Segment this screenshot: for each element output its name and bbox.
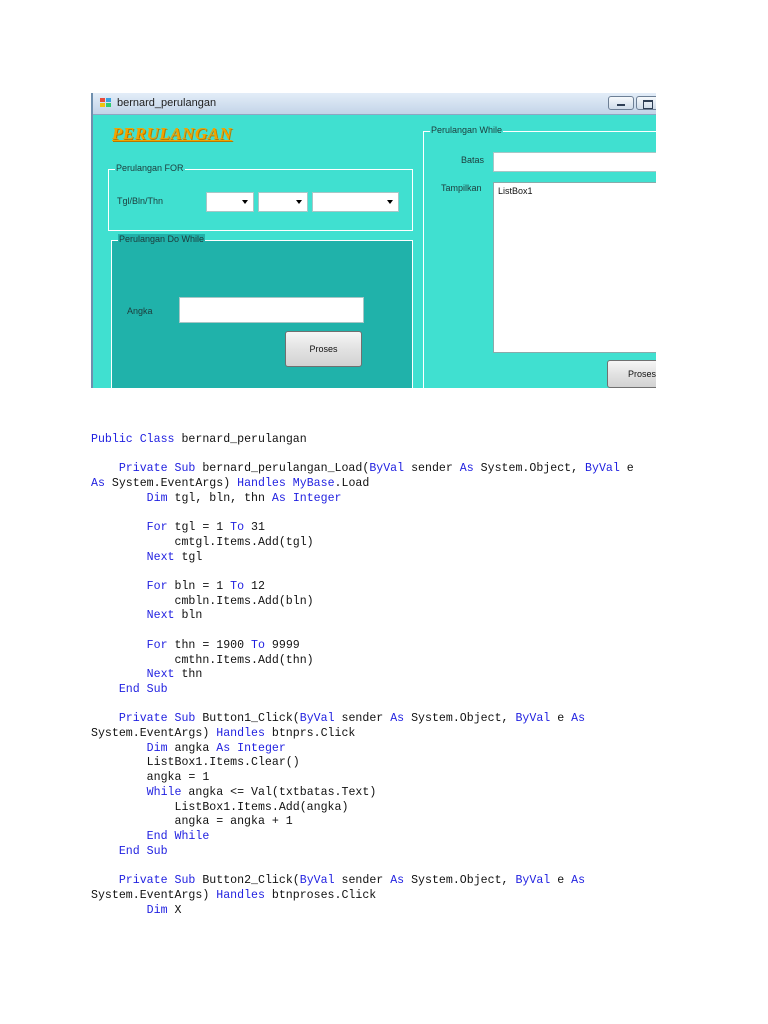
code-keyword: For xyxy=(146,521,168,535)
code-line xyxy=(91,712,585,725)
chevron-down-icon xyxy=(242,200,248,204)
code-line xyxy=(91,668,202,681)
code-text xyxy=(91,904,147,917)
chevron-down-icon xyxy=(296,200,302,204)
code-text: bln = 1 xyxy=(167,580,231,594)
code-line xyxy=(91,595,314,608)
app-window xyxy=(91,93,656,388)
maximize-button[interactable] xyxy=(636,96,656,110)
code-text xyxy=(91,683,119,696)
code-text xyxy=(286,492,293,505)
app-icon xyxy=(100,98,111,108)
code-line xyxy=(91,786,376,799)
form-heading: PERULANGAN xyxy=(112,124,233,143)
code-keyword: ByVal xyxy=(299,712,335,726)
month-combobox[interactable] xyxy=(258,192,308,212)
code-line xyxy=(91,845,168,858)
code-line xyxy=(91,639,300,652)
code-text xyxy=(91,786,147,799)
code-keyword: To xyxy=(230,580,245,594)
code-keyword: Private Sub xyxy=(118,462,196,476)
code-text xyxy=(91,742,147,755)
code-text: Button2_Click( xyxy=(195,874,300,888)
code-text: 31 xyxy=(244,521,265,535)
code-keyword: End Sub xyxy=(118,682,168,696)
code-keyword: As xyxy=(459,462,474,476)
code-text xyxy=(286,477,293,490)
code-line xyxy=(91,551,202,564)
code-text: System.EventArgs) xyxy=(91,888,217,902)
code-keyword: As xyxy=(390,874,405,888)
code-keyword: Public Class xyxy=(91,433,175,446)
code-text: angka <= Val(txtbatas.Text) xyxy=(181,785,377,799)
code-text: btnprs.Click xyxy=(264,727,356,741)
vb-code-listing xyxy=(91,433,634,918)
code-text: cmbln.Items.Add(bln) xyxy=(91,594,314,608)
groupbox-while-title: Perulangan While xyxy=(431,125,503,135)
code-line xyxy=(91,889,376,902)
code-line xyxy=(91,462,634,475)
code-keyword: To xyxy=(230,521,245,535)
code-keyword: Private Sub xyxy=(118,874,196,888)
day-combobox[interactable] xyxy=(206,192,254,212)
code-keyword: Handles xyxy=(216,727,265,741)
code-text xyxy=(91,580,147,593)
code-keyword: Handles xyxy=(237,477,286,491)
code-keyword: As xyxy=(571,874,586,888)
batas-input[interactable] xyxy=(493,152,656,172)
dowhile-proses-button[interactable]: Proses xyxy=(285,331,362,367)
code-keyword: ByVal xyxy=(515,712,551,726)
code-line xyxy=(91,477,369,490)
code-text xyxy=(91,551,147,564)
code-text: System.Object, xyxy=(473,462,586,476)
code-text xyxy=(91,462,119,475)
code-text: angka = angka + 1 xyxy=(91,815,293,829)
code-line xyxy=(91,801,348,814)
code-line xyxy=(91,492,342,505)
code-line xyxy=(91,815,293,828)
code-text: btnproses.Click xyxy=(264,888,377,902)
code-line xyxy=(91,771,209,784)
code-keyword: To xyxy=(251,638,265,652)
code-keyword: As xyxy=(216,741,231,755)
code-keyword: As xyxy=(91,477,105,491)
code-text: System.Object, xyxy=(404,712,516,726)
code-keyword: Integer xyxy=(237,741,286,755)
code-text: angka xyxy=(167,741,217,755)
code-line xyxy=(91,904,181,917)
tampilkan-label: Tampilkan xyxy=(441,183,482,193)
code-line xyxy=(91,433,307,446)
code-text: System.EventArgs) xyxy=(91,727,217,741)
groupbox-for xyxy=(108,163,413,231)
code-line xyxy=(91,830,209,843)
chevron-down-icon xyxy=(387,200,393,204)
code-line xyxy=(91,536,314,549)
batas-label: Batas xyxy=(461,155,485,165)
code-keyword: Next xyxy=(146,609,175,623)
code-text: bernard_perulangan xyxy=(174,433,307,446)
code-text xyxy=(91,639,147,652)
code-text: e xyxy=(550,712,572,726)
groupbox-dowhile xyxy=(111,234,413,388)
code-line xyxy=(91,683,168,696)
code-text xyxy=(91,830,147,843)
code-text: ListBox1.Items.Add(angka) xyxy=(91,800,349,814)
code-keyword: Private Sub xyxy=(118,712,196,726)
listbox-placeholder: ListBox1 xyxy=(498,186,533,196)
code-text: tgl xyxy=(174,550,203,564)
angka-label: Angka xyxy=(127,306,153,316)
code-text: tgl, bln, thn xyxy=(167,491,272,505)
code-text: System.EventArgs) xyxy=(104,477,238,491)
code-text: e xyxy=(619,462,634,476)
code-line xyxy=(91,727,355,740)
code-text: cmtgl.Items.Add(tgl) xyxy=(91,535,314,549)
code-text: cmthn.Items.Add(thn) xyxy=(91,653,314,667)
code-keyword: ByVal xyxy=(515,874,551,888)
code-keyword: Dim xyxy=(146,741,168,755)
code-keyword: Dim xyxy=(146,903,168,917)
code-keyword: For xyxy=(146,638,168,652)
code-text: sender xyxy=(334,712,391,726)
code-text xyxy=(91,874,119,887)
code-text: Button1_Click( xyxy=(195,712,300,726)
code-keyword: For xyxy=(146,580,168,594)
code-keyword: MyBase xyxy=(292,477,335,491)
code-keyword: ByVal xyxy=(369,462,405,476)
while-proses-button[interactable]: Proses xyxy=(607,360,656,388)
year-combobox[interactable] xyxy=(312,192,399,212)
code-text: sender xyxy=(404,462,460,476)
code-keyword: As xyxy=(271,491,286,505)
code-text: X xyxy=(167,903,182,917)
code-text xyxy=(91,712,119,725)
code-text xyxy=(91,492,147,505)
code-text: bernard_perulangan_Load( xyxy=(195,462,370,476)
code-keyword: While xyxy=(146,785,182,799)
groupbox-for-title: Perulangan FOR xyxy=(116,163,184,173)
code-text: 12 xyxy=(244,580,265,594)
angka-input[interactable] xyxy=(179,297,364,323)
code-text: ListBox1.Items.Clear() xyxy=(91,756,300,770)
window-titlebar[interactable] xyxy=(93,93,656,115)
code-line xyxy=(91,580,265,593)
code-text: .Load xyxy=(334,477,370,491)
code-text: sender xyxy=(334,874,391,888)
code-keyword: ByVal xyxy=(585,462,620,476)
code-text: e xyxy=(550,874,572,888)
code-line xyxy=(91,609,202,622)
code-keyword: As xyxy=(390,712,405,726)
code-line xyxy=(91,742,286,755)
code-line xyxy=(91,756,300,769)
code-keyword: ByVal xyxy=(299,874,335,888)
code-text: tgl = 1 xyxy=(167,521,231,535)
code-line xyxy=(91,521,265,534)
code-text: System.Object, xyxy=(404,874,516,888)
groupbox-dowhile-title: Perulangan Do While xyxy=(119,234,205,244)
code-keyword: Next xyxy=(146,550,175,564)
code-keyword: End Sub xyxy=(118,844,168,858)
code-text: bln xyxy=(174,609,203,623)
code-keyword: Dim xyxy=(146,491,168,505)
code-keyword: Handles xyxy=(216,888,265,902)
window-title: bernard_perulangan xyxy=(117,97,217,109)
result-listbox[interactable] xyxy=(493,182,656,353)
code-text: thn = 1900 xyxy=(167,638,252,652)
code-keyword: End While xyxy=(146,829,210,843)
code-text: thn xyxy=(174,668,203,682)
code-text: 9999 xyxy=(264,638,300,652)
code-keyword: Next xyxy=(146,668,175,682)
code-keyword: Integer xyxy=(292,491,342,505)
code-text xyxy=(91,609,147,622)
code-text xyxy=(91,845,119,858)
groupbox-while xyxy=(423,125,656,388)
code-line xyxy=(91,654,314,667)
minimize-button[interactable] xyxy=(608,96,634,110)
code-text: angka = 1 xyxy=(91,771,210,785)
code-text xyxy=(91,521,147,534)
code-keyword: As xyxy=(571,712,586,726)
code-line xyxy=(91,874,585,887)
code-text xyxy=(91,668,147,681)
tgl-bln-thn-label: Tgl/Bln/Thn xyxy=(117,196,164,206)
